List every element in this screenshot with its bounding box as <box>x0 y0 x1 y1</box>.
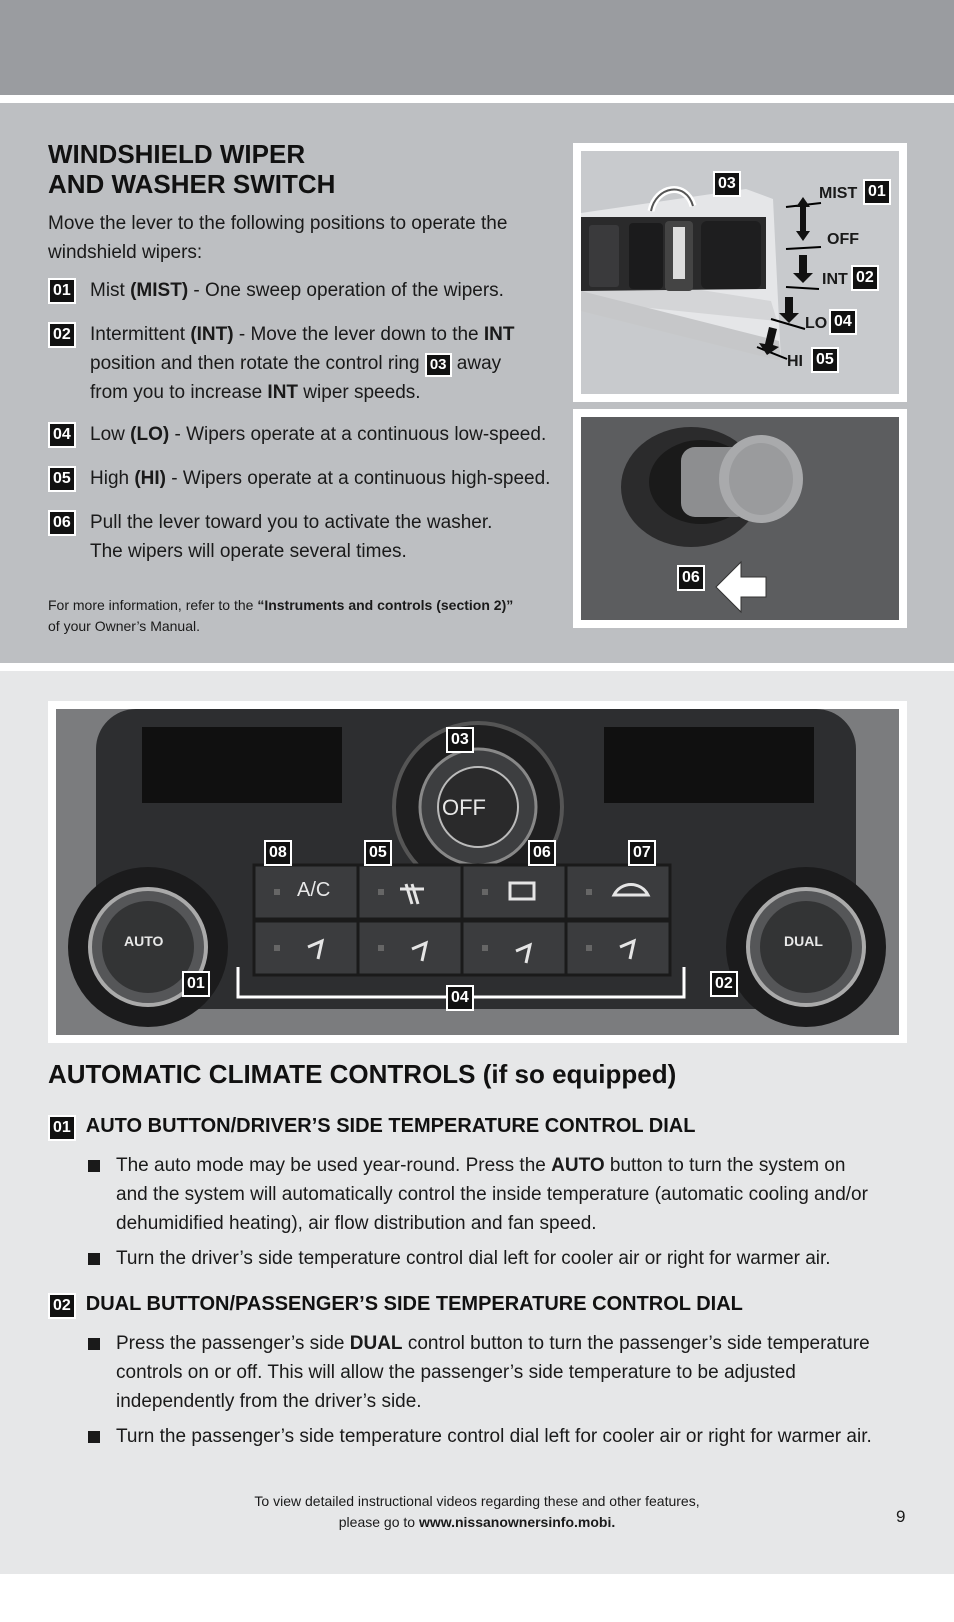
bullet-text: control button to turn the passenger’s side temperature <box>402 1333 870 1354</box>
note-text: of your Owner’s Manual. <box>48 618 200 634</box>
diagram-label-mist: MIST <box>819 185 858 202</box>
item-text: - Wipers operate at a continuous low-speed. <box>169 424 547 445</box>
wiper-title <box>48 139 548 199</box>
bullet-text: Press the passenger’s side <box>116 1333 350 1354</box>
item-bold: (MIST) <box>130 280 189 301</box>
panel-badge-02: 02 <box>710 971 738 997</box>
bullet-bold: DUAL <box>349 1333 403 1354</box>
bullet-text: independently from the driver’s side. <box>116 1391 422 1412</box>
bullet-item <box>88 1329 908 1416</box>
diagram-badge-03: 03 <box>713 171 741 197</box>
bullet-item <box>88 1244 908 1273</box>
item-bold: INT <box>267 382 299 403</box>
wiper-item-hi <box>48 464 578 493</box>
item-text: away <box>451 353 502 374</box>
top-band <box>0 0 954 95</box>
bullet-text: controls on or off. This will allow the passenger’s side temperature to be adjusted <box>116 1362 796 1383</box>
panel-badge-08: 08 <box>264 840 292 866</box>
bullet-text: button to turn the system on <box>604 1155 846 1176</box>
footer-text: To view detailed instructional videos regarding these and other features, <box>254 1493 700 1509</box>
footer-note <box>200 1491 754 1533</box>
item-text: - Wipers operate at a continuous high-speed. <box>166 468 551 489</box>
panel-badge-05: 05 <box>364 840 392 866</box>
climate-title: AUTOMATIC CLIMATE CONTROLS (if so equipped) <box>48 1059 677 1089</box>
item-text: Pull the lever toward you to activate the washer. <box>90 512 493 533</box>
wiper-title-line2: AND WASHER SWITCH <box>48 169 336 199</box>
item-text: Low <box>90 424 131 445</box>
diagram-badge-02: 02 <box>851 265 879 291</box>
wiper-diagram <box>581 151 899 394</box>
diagram-label-off: OFF <box>827 231 859 248</box>
wiper-item-mist <box>48 276 578 305</box>
item-badge: 06 <box>48 510 76 536</box>
note-text: For more information, refer to the <box>48 597 258 613</box>
bullet-item <box>88 1151 908 1238</box>
panel-badge-03: 03 <box>446 727 474 753</box>
washer-lever-illustration <box>581 417 899 620</box>
sub-heading-text: AUTO BUTTON/DRIVER’S SIDE TEMPERATURE CONTROL DIAL <box>85 1115 696 1137</box>
panel-label-off: OFF <box>442 795 486 820</box>
bullet-text: dehumidified heating), air flow distribution and fan speed. <box>116 1213 597 1234</box>
item-text: from you to increase <box>90 382 268 403</box>
item-text: Intermittent <box>90 324 191 345</box>
diagram-label-lo: LO <box>805 315 828 332</box>
climate-panel-photo <box>56 709 899 1035</box>
wiper-intro: Move the lever to the following positions to operate the windshield wipers: <box>48 213 508 263</box>
bullet-text: Turn the driver’s side temperature control dial left for cooler air or right for warmer air. <box>116 1248 831 1269</box>
panel-label-auto: AUTO <box>124 933 164 949</box>
climate-sub-auto <box>48 1115 695 1141</box>
item-text: High <box>90 468 135 489</box>
bullet-text: and the system will automatically control the inside temperature (automatic cooling and/or <box>116 1184 868 1205</box>
diagram-label-int: INT <box>822 271 848 288</box>
sub-badge: 01 <box>48 1115 76 1141</box>
climate-section <box>0 671 954 1574</box>
item-text: - Move the lever down to the <box>233 324 484 345</box>
sub-heading-text: DUAL BUTTON/PASSENGER’S SIDE TEMPERATURE CONTROL DIAL <box>85 1293 743 1315</box>
item-badge: 05 <box>48 466 76 492</box>
panel-label-dual: DUAL <box>784 933 823 949</box>
diagram-label-hi: HI <box>787 353 803 370</box>
diagram-badge-01: 01 <box>863 179 891 205</box>
item-text: Mist <box>90 280 131 301</box>
wiper-note <box>48 595 568 637</box>
climate-sub-dual <box>48 1293 743 1319</box>
panel-badge-07: 07 <box>628 840 656 866</box>
photo-badge-06: 06 <box>677 565 705 591</box>
panel-badge-04: 04 <box>446 985 474 1011</box>
diagram-badge-04: 04 <box>829 309 857 335</box>
panel-badge-01: 01 <box>182 971 210 997</box>
page-number: 9 <box>896 1507 906 1526</box>
wiper-item-lo <box>48 420 578 449</box>
item-text: - One sweep operation of the wipers. <box>188 280 504 301</box>
bullet-item <box>88 1422 908 1451</box>
wiper-title-line1: WINDSHIELD WIPER <box>48 139 306 169</box>
item-text: position and then rotate the control ring <box>90 353 425 374</box>
item-bold: (INT) <box>190 324 234 345</box>
sub-badge: 02 <box>48 1293 76 1319</box>
bullet-text: The auto mode may be used year-round. Press the <box>116 1155 552 1176</box>
item-bold: (LO) <box>130 424 170 445</box>
panel-label-ac: A/C <box>297 879 331 901</box>
item-text: wiper speeds. <box>298 382 421 403</box>
panel-badge-06: 06 <box>528 840 556 866</box>
item-bold: (HI) <box>134 468 167 489</box>
wiper-item-int <box>48 320 578 407</box>
diagram-badge-05: 05 <box>811 347 839 373</box>
ring-badge: 03 <box>425 353 452 377</box>
item-badge: 04 <box>48 422 76 448</box>
item-bold: INT <box>483 324 515 345</box>
footer-link[interactable]: www.nissanownersinfo.mobi. <box>418 1514 616 1530</box>
washer-photo <box>581 417 899 620</box>
footer-text: please go to <box>338 1514 419 1530</box>
note-bold: “Instruments and controls (section 2)” <box>257 597 514 613</box>
item-text: The wipers will operate several times. <box>90 541 407 562</box>
bullet-bold: AUTO <box>551 1155 605 1176</box>
wiper-section <box>0 103 954 663</box>
bullet-text: Turn the passenger’s side temperature control dial left for cooler air or right for warmer air. <box>116 1426 872 1447</box>
wiper-item-washer <box>48 508 578 566</box>
item-badge: 02 <box>48 322 76 348</box>
item-badge: 01 <box>48 278 76 304</box>
